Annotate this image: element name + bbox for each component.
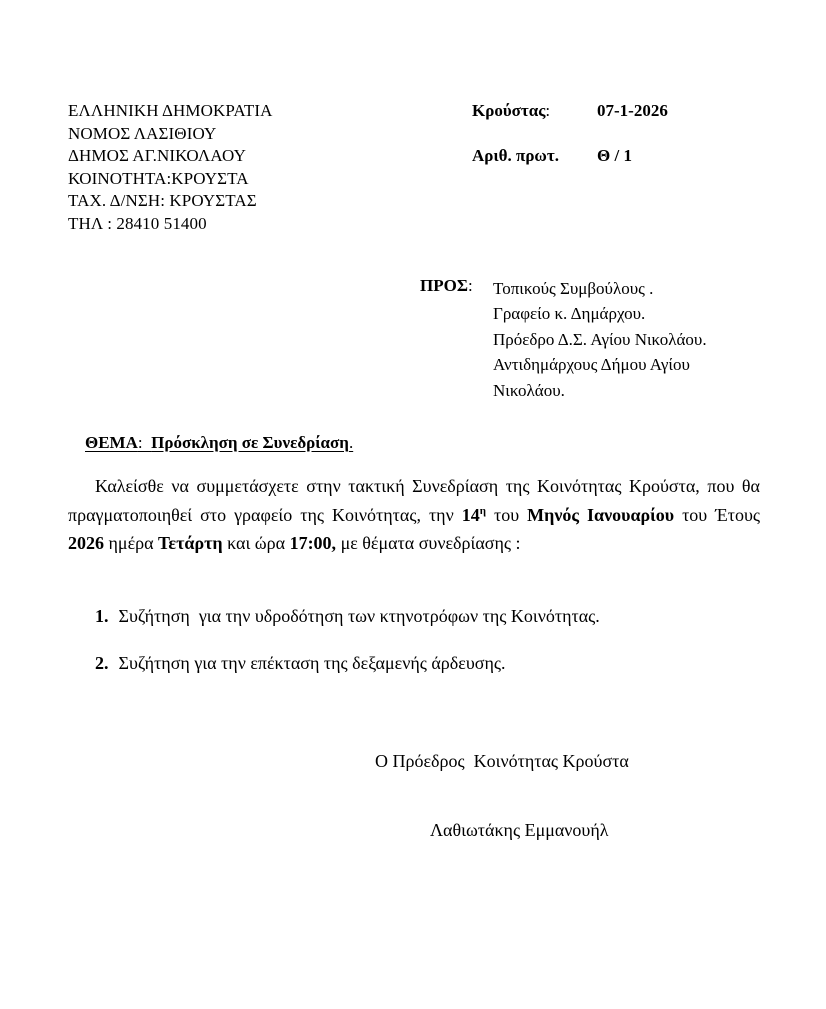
body-segment: του (486, 504, 528, 525)
subject-label: ΘΕΜΑ (85, 433, 138, 452)
agency-block (68, 100, 273, 236)
recipient-line: Γραφείο κ. Δημάρχου. (493, 304, 646, 324)
recipient-lines (493, 276, 707, 403)
recipient-line: Πρόεδρο Δ.Σ. Αγίου Νικολάου. (493, 329, 707, 349)
body-segment-year: 2026 (68, 533, 104, 554)
agency-line-municipality: ΔΗΜΟΣ ΑΓ.ΝΙΚΟΛΑΟΥ (68, 146, 246, 166)
subject-terminator: . (348, 433, 354, 452)
body-segment-day-number: 14 (461, 504, 480, 525)
body-segment-month: Μηνός Ιανουαρίου (527, 504, 675, 525)
place-label: Κρούστας: (472, 101, 551, 120)
recipients-colon: : (467, 276, 473, 295)
subject-line (68, 413, 353, 473)
subject-underlined (85, 433, 353, 452)
recipient-line: Αντιδημάρχους Δήμου Αγίου (493, 355, 690, 375)
agency-line-community: ΚΟΙΝΟΤΗΤΑ:ΚΡΟΥΣΤΑ (68, 168, 249, 188)
signature-name: Λαθιωτάκης Εμμανουήλ (430, 820, 609, 840)
body-segment: και ώρα (222, 533, 290, 554)
place-colon: : (545, 101, 551, 120)
body-segment-time: 17:00, (289, 533, 337, 554)
agency-line-address: ΤΑΧ. Δ/ΝΣΗ: ΚΡΟΥΣΤΑΣ (68, 191, 257, 211)
subject-separator: : (137, 433, 152, 452)
agency-line-phone: ΤΗΛ : 28410 51400 (68, 213, 207, 233)
agenda-item-text: Συζήτηση για την επέκταση της δεξαμενής άρδευσης. (118, 653, 506, 673)
signature-title: Ο Πρόεδρος Κοινότητας Κρούστα (375, 751, 629, 771)
body-paragraph (68, 472, 760, 558)
recipient-line: Νικολάου. (493, 380, 565, 400)
agency-line-country: ΕΛΛΗΝΙΚΗ ΔΗΜΟΚΡΑΤΙΑ (68, 101, 273, 120)
recipient-line: Τοπικούς Συμβούλους . (493, 279, 654, 298)
body-segment: ημέρα (104, 533, 159, 554)
agenda-item-text: Συζήτηση για την υδροδότηση των κτηνοτρόφων της Κοινότητας. (118, 606, 600, 626)
subject-text: Πρόσκληση σε Συνεδρίαση (151, 433, 349, 452)
protocol-value: Θ / 1 (597, 146, 632, 165)
body-segment-weekday: Τετάρτη (158, 533, 223, 554)
body-segment: Καλείσθε να συμμετάσχετε στην τακτική Συνεδρίαση της Κοινότητας Κρούστα, που θα πραγματοποιηθεί στο γραφείο της Κοινότητας, την (68, 476, 760, 525)
recipients-block (420, 276, 707, 403)
agency-line-prefecture: ΝΟΜΟΣ ΛΑΣΙΘΙΟΥ (68, 123, 217, 143)
body-segment-ordinal-suffix: η (479, 504, 486, 517)
date-value: 07-1-2026 (597, 101, 668, 120)
agenda-item (95, 653, 505, 674)
body-segment: με θέματα συνεδρίασης : (336, 533, 521, 554)
agenda-item-number: 1. (95, 606, 109, 626)
protocol-label: Αριθ. πρωτ. (472, 146, 559, 165)
agenda-item (95, 606, 600, 627)
recipients-label: ΠΡΟΣ: (420, 276, 473, 295)
agenda-item-number: 2. (95, 653, 109, 673)
body-segment: του Έτους (674, 504, 760, 525)
